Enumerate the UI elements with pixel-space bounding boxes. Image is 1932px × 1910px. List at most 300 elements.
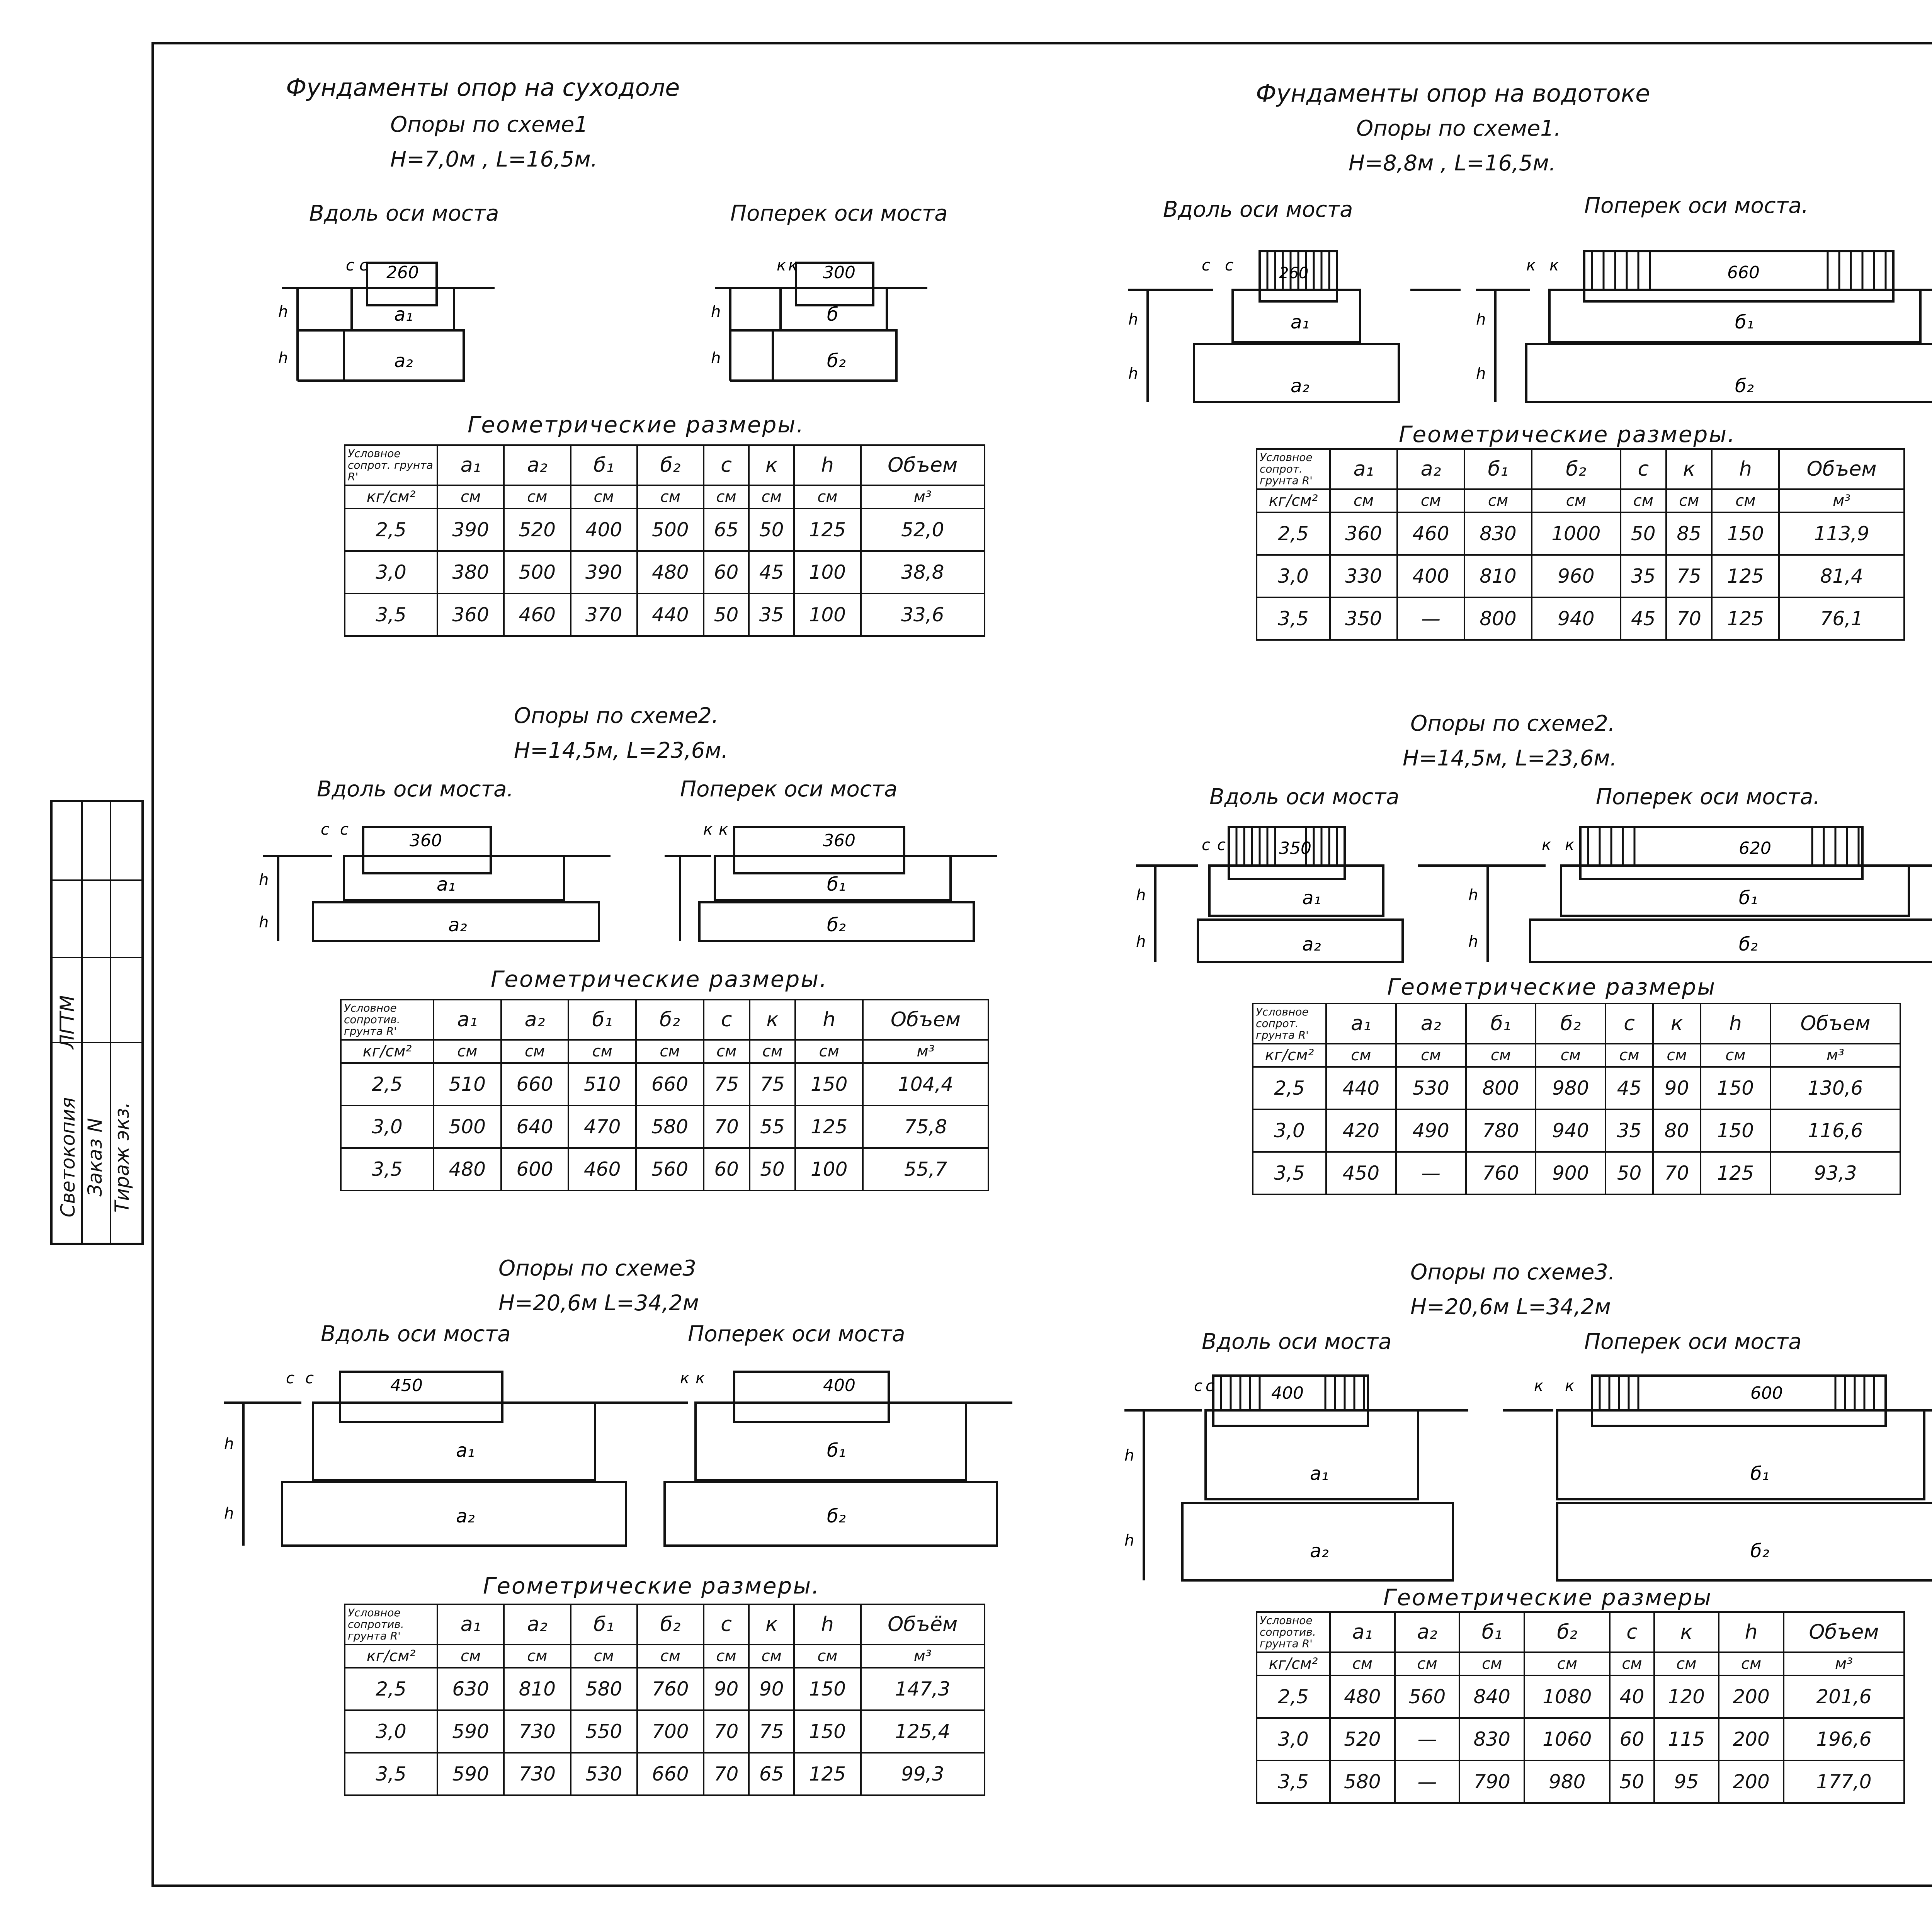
cell: 3,0 xyxy=(1257,555,1330,597)
cell: 150 xyxy=(1701,1109,1770,1152)
th-a1: a₁ xyxy=(1330,449,1397,489)
cell: 460 xyxy=(1397,512,1464,555)
th-k: к xyxy=(1654,1612,1719,1652)
cell: 480 xyxy=(1330,1675,1395,1718)
th-b2: б₂ xyxy=(1532,449,1621,489)
table-row xyxy=(341,1063,988,1106)
cell: 960 xyxy=(1532,555,1621,597)
cell: 520 xyxy=(504,509,570,551)
cell: 390 xyxy=(437,509,504,551)
sk-h1: h xyxy=(1136,886,1146,904)
sk-k1: к xyxy=(1542,836,1551,854)
sketch-R2-along xyxy=(1121,815,1507,978)
table-row xyxy=(1257,1718,1904,1760)
cell: 780 xyxy=(1466,1109,1536,1152)
sk-k2: к xyxy=(1565,1377,1575,1395)
cell: 116,6 xyxy=(1770,1109,1900,1152)
th-c: c xyxy=(1610,1612,1654,1652)
cell: 470 xyxy=(568,1106,636,1148)
u-m3: м³ xyxy=(863,1040,988,1063)
sk-a2: a₂ xyxy=(1291,375,1310,397)
sk-b: б xyxy=(827,304,838,325)
sk-k2: к xyxy=(788,257,798,274)
cell: 350 xyxy=(1330,597,1397,640)
th-c: c xyxy=(704,445,749,485)
sk-h1: h xyxy=(278,303,288,321)
th-a1: a₁ xyxy=(1326,1003,1396,1044)
cell: 70 xyxy=(704,1753,749,1795)
cell: 330 xyxy=(1330,555,1397,597)
th-a1: a₁ xyxy=(434,1000,501,1040)
cell: 450 xyxy=(1326,1152,1396,1194)
u-kg: кг/см² xyxy=(341,1040,434,1063)
view-across-R3: Поперек оси моста xyxy=(1584,1329,1802,1354)
cell: 440 xyxy=(637,594,704,636)
sk-dim: 620 xyxy=(1739,838,1771,858)
sk-k1: к xyxy=(703,821,713,838)
cell: 125 xyxy=(1701,1152,1770,1194)
sk-h1: h xyxy=(224,1435,234,1453)
view-along-R1: Вдоль оси моста xyxy=(1163,197,1353,222)
view-across-R1: Поперек оси моста. xyxy=(1584,193,1809,218)
u-kg: кг/см² xyxy=(1257,489,1330,512)
cell: 125 xyxy=(1712,597,1779,640)
th-a2: a₂ xyxy=(1397,449,1464,489)
cell: 840 xyxy=(1459,1675,1524,1718)
sk-c2: c xyxy=(1225,257,1233,274)
cell: 113,9 xyxy=(1779,512,1904,555)
cell: 460 xyxy=(504,594,570,636)
view-along-R2: Вдоль оси моста xyxy=(1209,784,1400,810)
cell: 810 xyxy=(504,1668,570,1710)
th-h: h xyxy=(1701,1003,1770,1044)
u-cm: см xyxy=(637,1645,704,1668)
side-stamp-c: Тираж экз. xyxy=(111,1102,133,1213)
right-scheme1-params: H=8,8м , L=16,5м. xyxy=(1349,151,1556,176)
cell: 60 xyxy=(704,1148,750,1191)
cell: 125,4 xyxy=(861,1710,985,1753)
cell: 130,6 xyxy=(1770,1067,1900,1109)
sk-dim: 400 xyxy=(823,1376,855,1395)
sk-h2: h xyxy=(1124,1532,1134,1549)
left-scheme1-label: Опоры по схеме1 xyxy=(390,112,588,137)
geom-title-L2: Геометрические размеры. xyxy=(491,966,828,992)
th-k: к xyxy=(1653,1003,1701,1044)
sk-h1: h xyxy=(711,303,721,321)
th-a2: a₂ xyxy=(1396,1003,1466,1044)
table-L3 xyxy=(344,1604,985,1796)
cell: 50 xyxy=(1610,1760,1654,1803)
cell: 2,5 xyxy=(1257,512,1330,555)
cell: 150 xyxy=(794,1668,861,1710)
sk-a1: a₁ xyxy=(1302,887,1321,909)
left-scheme3-params: H=20,6м L=34,2м xyxy=(498,1291,699,1316)
sk-a1: a₁ xyxy=(394,304,413,325)
sk-b2: б₂ xyxy=(827,350,846,372)
table-row xyxy=(341,1106,988,1148)
cell: 65 xyxy=(749,1753,794,1795)
sk-b2: б₂ xyxy=(1739,934,1758,955)
table-L2 xyxy=(340,999,989,1191)
table-row xyxy=(341,1148,988,1191)
table-row xyxy=(345,509,985,551)
sk-b1: б₁ xyxy=(827,1440,846,1461)
sk-c1: c xyxy=(286,1369,294,1387)
cell: 660 xyxy=(637,1753,704,1795)
th-a1: a₁ xyxy=(1330,1612,1395,1652)
cell: 65 xyxy=(704,509,749,551)
u-cm: см xyxy=(1719,1652,1784,1675)
cell: 2,5 xyxy=(345,1668,437,1710)
sketch-R2-across xyxy=(1453,815,1932,978)
cell: 196,6 xyxy=(1784,1718,1904,1760)
u-m3: м³ xyxy=(1784,1652,1904,1675)
cell: 45 xyxy=(1621,597,1666,640)
u-cm: см xyxy=(437,485,504,509)
left-scheme2-label: Опоры по схеме2. xyxy=(514,703,719,728)
sk-a2: a₂ xyxy=(448,914,467,936)
u-cm: см xyxy=(636,1040,704,1063)
table-row xyxy=(1253,1109,1900,1152)
cell: 70 xyxy=(1653,1152,1701,1194)
cell: 520 xyxy=(1330,1718,1395,1760)
sk-k1: к xyxy=(1526,257,1536,274)
cell: 50 xyxy=(1621,512,1666,555)
cell: 3,5 xyxy=(1257,597,1330,640)
sk-a1: a₁ xyxy=(1291,311,1310,333)
cell: 730 xyxy=(504,1710,570,1753)
cell: 900 xyxy=(1536,1152,1605,1194)
table-row xyxy=(1257,1675,1904,1718)
cell: 3,0 xyxy=(1253,1109,1326,1152)
cell: 580 xyxy=(571,1668,637,1710)
cell: 150 xyxy=(1712,512,1779,555)
u-m3: м³ xyxy=(861,485,985,509)
cell: 45 xyxy=(749,551,794,594)
u-cm: см xyxy=(749,1645,794,1668)
u-cm: см xyxy=(750,1040,796,1063)
th-k: к xyxy=(750,1000,796,1040)
u-cm: см xyxy=(1326,1044,1396,1067)
sk-a1: a₁ xyxy=(456,1440,475,1461)
right-scheme2-label: Опоры по схеме2. xyxy=(1410,711,1615,736)
cell: 60 xyxy=(704,551,749,594)
cell: 90 xyxy=(1653,1067,1701,1109)
cell: — xyxy=(1396,1152,1466,1194)
th-c: c xyxy=(704,1604,749,1645)
th-b1: б₁ xyxy=(1466,1003,1536,1044)
u-cm: см xyxy=(1610,1652,1654,1675)
sketch-L3-along xyxy=(209,1360,649,1592)
cell: 760 xyxy=(637,1668,704,1710)
cell: 90 xyxy=(704,1668,749,1710)
cell: 360 xyxy=(437,594,504,636)
sk-c2: c xyxy=(1206,1377,1214,1395)
th-h: h xyxy=(1719,1612,1784,1652)
right-scheme1-label: Опоры по схеме1. xyxy=(1356,116,1561,141)
view-along-L3: Вдоль оси моста xyxy=(321,1322,511,1347)
table-row xyxy=(345,1668,985,1710)
sk-dim: 300 xyxy=(823,263,855,282)
sk-dim: 350 xyxy=(1279,838,1311,858)
th-h: h xyxy=(794,1604,861,1645)
sk-c1: c xyxy=(1202,836,1210,854)
cell: 800 xyxy=(1464,597,1532,640)
u-cm: см xyxy=(504,485,570,509)
cell: 3,0 xyxy=(341,1106,434,1148)
geom-title-L3: Геометрические размеры. xyxy=(483,1573,820,1599)
u-cm: см xyxy=(1466,1044,1536,1067)
u-cm: см xyxy=(1536,1044,1605,1067)
cell: 590 xyxy=(437,1753,504,1795)
view-across-R2: Поперек оси моста. xyxy=(1596,784,1820,810)
u-cm: см xyxy=(794,485,861,509)
th-b1: б₁ xyxy=(1464,449,1532,489)
cell: 2,5 xyxy=(345,509,437,551)
sk-c2: c xyxy=(305,1369,314,1387)
u-cm: см xyxy=(795,1040,863,1063)
cell: 700 xyxy=(637,1710,704,1753)
cell: 2,5 xyxy=(341,1063,434,1106)
side-stamp-d: ЛГТМ xyxy=(56,995,78,1049)
th-b2: б₂ xyxy=(637,445,704,485)
sk-h2: h xyxy=(1476,365,1486,383)
u-kg: кг/см² xyxy=(1253,1044,1326,1067)
cell: 120 xyxy=(1654,1675,1719,1718)
cell: 75 xyxy=(1666,555,1712,597)
u-cm: см xyxy=(568,1040,636,1063)
sk-h2: h xyxy=(278,349,288,367)
cell: 510 xyxy=(434,1063,501,1106)
cell: 35 xyxy=(1605,1109,1653,1152)
sk-k2: к xyxy=(1565,836,1575,854)
cell: 550 xyxy=(571,1710,637,1753)
table-row xyxy=(1253,1152,1900,1194)
cell: 38,8 xyxy=(861,551,985,594)
th-b2: б₂ xyxy=(1524,1612,1610,1652)
cell: 3,5 xyxy=(1257,1760,1330,1803)
th-b1: б₁ xyxy=(568,1000,636,1040)
table-row xyxy=(345,1753,985,1795)
th-cond: Условное сопротив. грунта R' xyxy=(341,1000,434,1040)
cell: 3,0 xyxy=(345,551,437,594)
sketch-L3-across xyxy=(626,1360,1066,1592)
right-scheme3-label: Опоры по схеме3. xyxy=(1410,1260,1615,1285)
cell: 810 xyxy=(1464,555,1532,597)
sk-dim: 360 xyxy=(823,831,855,850)
cell: 760 xyxy=(1466,1152,1536,1194)
th-vol: Объем xyxy=(861,445,985,485)
u-cm: см xyxy=(1701,1044,1770,1067)
sk-c1: c xyxy=(321,821,329,838)
cell: 75 xyxy=(750,1063,796,1106)
u-cm: см xyxy=(1395,1652,1460,1675)
cell: 55,7 xyxy=(863,1148,988,1191)
cell: 980 xyxy=(1536,1067,1605,1109)
cell: 125 xyxy=(795,1106,863,1148)
table-row xyxy=(1257,512,1904,555)
th-vol: Объем xyxy=(1779,449,1904,489)
th-b1: б₁ xyxy=(571,445,637,485)
sk-h2: h xyxy=(1136,933,1146,951)
cell: 370 xyxy=(571,594,637,636)
th-a2: a₂ xyxy=(501,1000,569,1040)
cell: 125 xyxy=(794,1753,861,1795)
cell: 50 xyxy=(704,594,749,636)
sketch-L1-along xyxy=(247,247,595,413)
th-vol: Объем xyxy=(863,1000,988,1040)
cell: 80 xyxy=(1653,1109,1701,1152)
sk-b2: б₂ xyxy=(1735,375,1754,397)
table-R3 xyxy=(1256,1611,1905,1804)
th-c: c xyxy=(1621,449,1666,489)
th-k: к xyxy=(749,1604,794,1645)
cell: 500 xyxy=(637,509,704,551)
th-h: h xyxy=(795,1000,863,1040)
u-cm: см xyxy=(637,485,704,509)
cell: 500 xyxy=(434,1106,501,1148)
sk-k2: к xyxy=(719,821,728,838)
cell: 70 xyxy=(704,1710,749,1753)
cell: 660 xyxy=(636,1063,704,1106)
cell: 830 xyxy=(1459,1718,1524,1760)
cell: 200 xyxy=(1719,1718,1784,1760)
view-across-L3: Поперек оси моста xyxy=(688,1322,905,1347)
view-across-L1: Поперек оси моста xyxy=(730,201,948,226)
th-vol: Объём xyxy=(861,1604,985,1645)
u-cm: см xyxy=(434,1040,501,1063)
sk-dim: 260 xyxy=(386,263,419,282)
th-a1: a₁ xyxy=(437,445,504,485)
cell: — xyxy=(1395,1718,1460,1760)
cell: 560 xyxy=(636,1148,704,1191)
th-b1: б₁ xyxy=(1459,1612,1524,1652)
u-cm: см xyxy=(1396,1044,1466,1067)
view-along-R3: Вдоль оси моста xyxy=(1202,1329,1392,1354)
th-k: к xyxy=(749,445,794,485)
cell: 3,5 xyxy=(345,594,437,636)
cell: 3,0 xyxy=(345,1710,437,1753)
sk-a2: a₂ xyxy=(394,350,413,372)
cell: 1080 xyxy=(1524,1675,1610,1718)
u-cm: см xyxy=(1524,1652,1610,1675)
sk-h2: h xyxy=(224,1505,234,1522)
geom-title-L1: Геометрические размеры. xyxy=(468,412,805,438)
th-cond: Условное сопрот. грунта R' xyxy=(345,445,437,485)
th-vol: Объем xyxy=(1770,1003,1900,1044)
u-m3: м³ xyxy=(1779,489,1904,512)
cell: 147,3 xyxy=(861,1668,985,1710)
u-cm: см xyxy=(1654,1652,1719,1675)
sk-a2: a₂ xyxy=(456,1505,475,1527)
table-R2 xyxy=(1252,1003,1901,1195)
cell: 420 xyxy=(1326,1109,1396,1152)
cell: 490 xyxy=(1396,1109,1466,1152)
u-cm: см xyxy=(1330,489,1397,512)
cell: 560 xyxy=(1395,1675,1460,1718)
cell: 200 xyxy=(1719,1760,1784,1803)
u-cm: см xyxy=(1653,1044,1701,1067)
sketch-L1-across xyxy=(680,247,1028,413)
sk-k1: к xyxy=(680,1369,690,1387)
u-cm: см xyxy=(1605,1044,1653,1067)
cell: 580 xyxy=(1330,1760,1395,1803)
th-cond: Условное сопрот. грунта R' xyxy=(1253,1003,1326,1044)
cell: 99,3 xyxy=(861,1753,985,1795)
th-b2: б₂ xyxy=(637,1604,704,1645)
cell: 500 xyxy=(504,551,570,594)
sk-k2: к xyxy=(696,1369,705,1387)
left-scheme1-params: H=7,0м , L=16,5м. xyxy=(390,147,598,172)
cell: 580 xyxy=(636,1106,704,1148)
th-c: c xyxy=(1605,1003,1653,1044)
cell: 75,8 xyxy=(863,1106,988,1148)
th-cond: Условное сопротив. грунта R' xyxy=(345,1604,437,1645)
cell: 45 xyxy=(1605,1067,1653,1109)
u-cm: см xyxy=(1397,489,1464,512)
cell: 50 xyxy=(749,509,794,551)
sk-b1: б₁ xyxy=(827,874,846,895)
th-k: к xyxy=(1666,449,1712,489)
cell: 390 xyxy=(571,551,637,594)
right-scheme3-params: H=20,6м L=34,2м xyxy=(1410,1294,1611,1320)
cell: 380 xyxy=(437,551,504,594)
sketch-R1-across xyxy=(1461,240,1932,425)
sketch-L2-across xyxy=(641,815,1028,970)
table-row xyxy=(345,551,985,594)
th-vol: Объем xyxy=(1784,1612,1904,1652)
th-a2: a₂ xyxy=(504,445,570,485)
cell: 150 xyxy=(1701,1067,1770,1109)
th-cond: Условное сопрот. грунта R' xyxy=(1257,449,1330,489)
cell: 100 xyxy=(794,594,861,636)
th-b2: б₂ xyxy=(636,1000,704,1040)
left-scheme2-params: H=14,5м, L=23,6м. xyxy=(514,738,728,763)
sk-k2: к xyxy=(1549,257,1559,274)
cell: 125 xyxy=(794,509,861,551)
sketch-L2-along xyxy=(240,815,626,970)
cell: 201,6 xyxy=(1784,1675,1904,1718)
sk-b2: б₂ xyxy=(1750,1540,1769,1562)
u-m3: м³ xyxy=(1770,1044,1900,1067)
sk-h2: h xyxy=(711,349,721,367)
cell: 70 xyxy=(1666,597,1712,640)
table-row xyxy=(345,1710,985,1753)
u-cm: см xyxy=(504,1645,570,1668)
u-cm: см xyxy=(1532,489,1621,512)
cell: 40 xyxy=(1610,1675,1654,1718)
sk-dim: 660 xyxy=(1727,263,1760,282)
cell: 3,5 xyxy=(1253,1152,1326,1194)
sk-b1: б₁ xyxy=(1750,1463,1769,1485)
th-a2: a₂ xyxy=(504,1604,570,1645)
cell: 75 xyxy=(704,1063,750,1106)
u-cm: см xyxy=(794,1645,861,1668)
left-scheme3-label: Опоры по схеме3 xyxy=(498,1256,696,1281)
right-scheme2-params: H=14,5м, L=23,6м. xyxy=(1403,746,1617,771)
sk-dim: 360 xyxy=(410,831,442,850)
sk-dim: 260 xyxy=(1279,264,1309,282)
cell: 800 xyxy=(1466,1067,1536,1109)
u-cm: см xyxy=(749,485,794,509)
sk-b1: б₁ xyxy=(1735,311,1754,333)
cell: 440 xyxy=(1326,1067,1396,1109)
sk-c2: c xyxy=(359,257,368,274)
u-m3: м³ xyxy=(861,1645,985,1668)
th-h: h xyxy=(1712,449,1779,489)
sk-h2: h xyxy=(1468,933,1478,951)
sk-k1: к xyxy=(1534,1377,1544,1395)
